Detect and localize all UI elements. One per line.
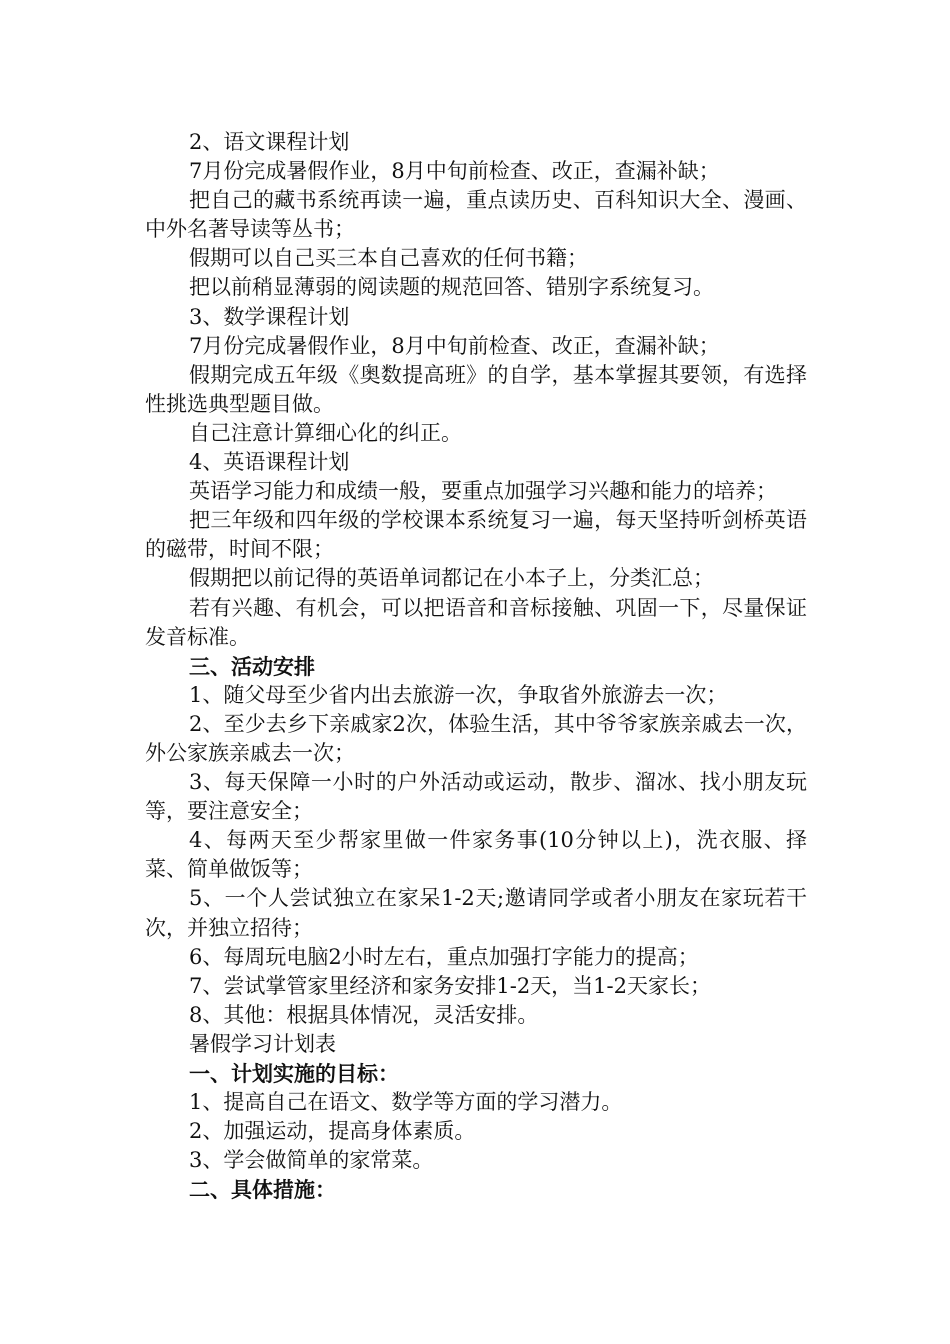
paragraph: 4、英语课程计划 xyxy=(189,450,350,475)
paragraph: 英语学习能力和成绩一般，要重点加强学习兴趣和能力的培养； xyxy=(189,479,777,504)
section-heading: 二、具体措施： xyxy=(189,1177,336,1203)
paragraph: 8、其他：根据具体情况，灵活安排。 xyxy=(189,1002,539,1027)
paragraph: 4、每两天至少帮家里做一件家务事(10分钟以上)，洗衣服、择菜、简单做饭等； xyxy=(145,828,807,882)
paragraph: 假期把以前记得的英语单词都记在小本子上，分类汇总； xyxy=(189,566,714,591)
paragraph: 7月份完成暑假作业，8月中旬前检查、改正，查漏补缺； xyxy=(189,333,720,358)
paragraph: 5、一个人尝试独立在家呆1-2天;邀请同学或者小朋友在家玩若干次，并独立招待； xyxy=(145,886,807,940)
paragraph: 3、学会做简单的家常菜。 xyxy=(189,1148,434,1173)
paragraph: 把自己的藏书系统再读一遍，重点读历史、百科知识大全、漫画、中外名著导读等丛书； xyxy=(145,188,807,242)
paragraph: 假期完成五年级《奥数提高班》的自学，基本掌握其要领，有选择性挑选典型题目做。 xyxy=(145,362,807,416)
paragraph: 2、语文课程计划 xyxy=(189,130,350,154)
section-heading: 一、计划实施的目标： xyxy=(189,1061,399,1086)
paragraph: 3、每天保障一小时的户外活动或运动，散步、溜冰、找小朋友玩等，要注意安全； xyxy=(145,770,807,824)
paragraph: 若有兴趣、有机会，可以把语音和音标接触、巩固一下，尽量保证发音标准。 xyxy=(145,595,807,649)
paragraph: 7月份完成暑假作业，8月中旬前检查、改正，查漏补缺； xyxy=(189,159,720,184)
document-page xyxy=(145,128,807,1204)
paragraph: 1、提高自己在语文、数学等方面的学习潜力。 xyxy=(189,1090,623,1115)
paragraph: 3、数学课程计划 xyxy=(189,304,350,329)
paragraph: 把以前稍显薄弱的阅读题的规范回答、错别字系统复习。 xyxy=(189,275,714,300)
paragraph: 2、加强运动，提高身体素质。 xyxy=(189,1119,476,1144)
paragraph: 自己注意计算细心化的纠正。 xyxy=(189,420,462,445)
paragraph: 7、尝试掌管家里经济和家务安排1-2天，当1-2天家长； xyxy=(189,973,711,998)
paragraph: 1、随父母至少省内出去旅游一次，争取省外旅游去一次； xyxy=(189,682,728,707)
paragraph: 把三年级和四年级的学校课本系统复习一遍，每天坚持听剑桥英语的磁带，时间不限； xyxy=(145,508,807,562)
paragraph: 假期可以自己买三本自己喜欢的任何书籍； xyxy=(189,246,588,271)
section-heading: 三、活动安排 xyxy=(189,653,315,679)
paragraph: 暑假学习计划表 xyxy=(189,1031,336,1056)
paragraph: 2、至少去乡下亲戚家2次，体验生活，其中爷爷家族亲戚去一次，外公家族亲戚去一次； xyxy=(145,711,807,765)
paragraph: 6、每周玩电脑2小时左右，重点加强打字能力的提高； xyxy=(189,944,699,969)
